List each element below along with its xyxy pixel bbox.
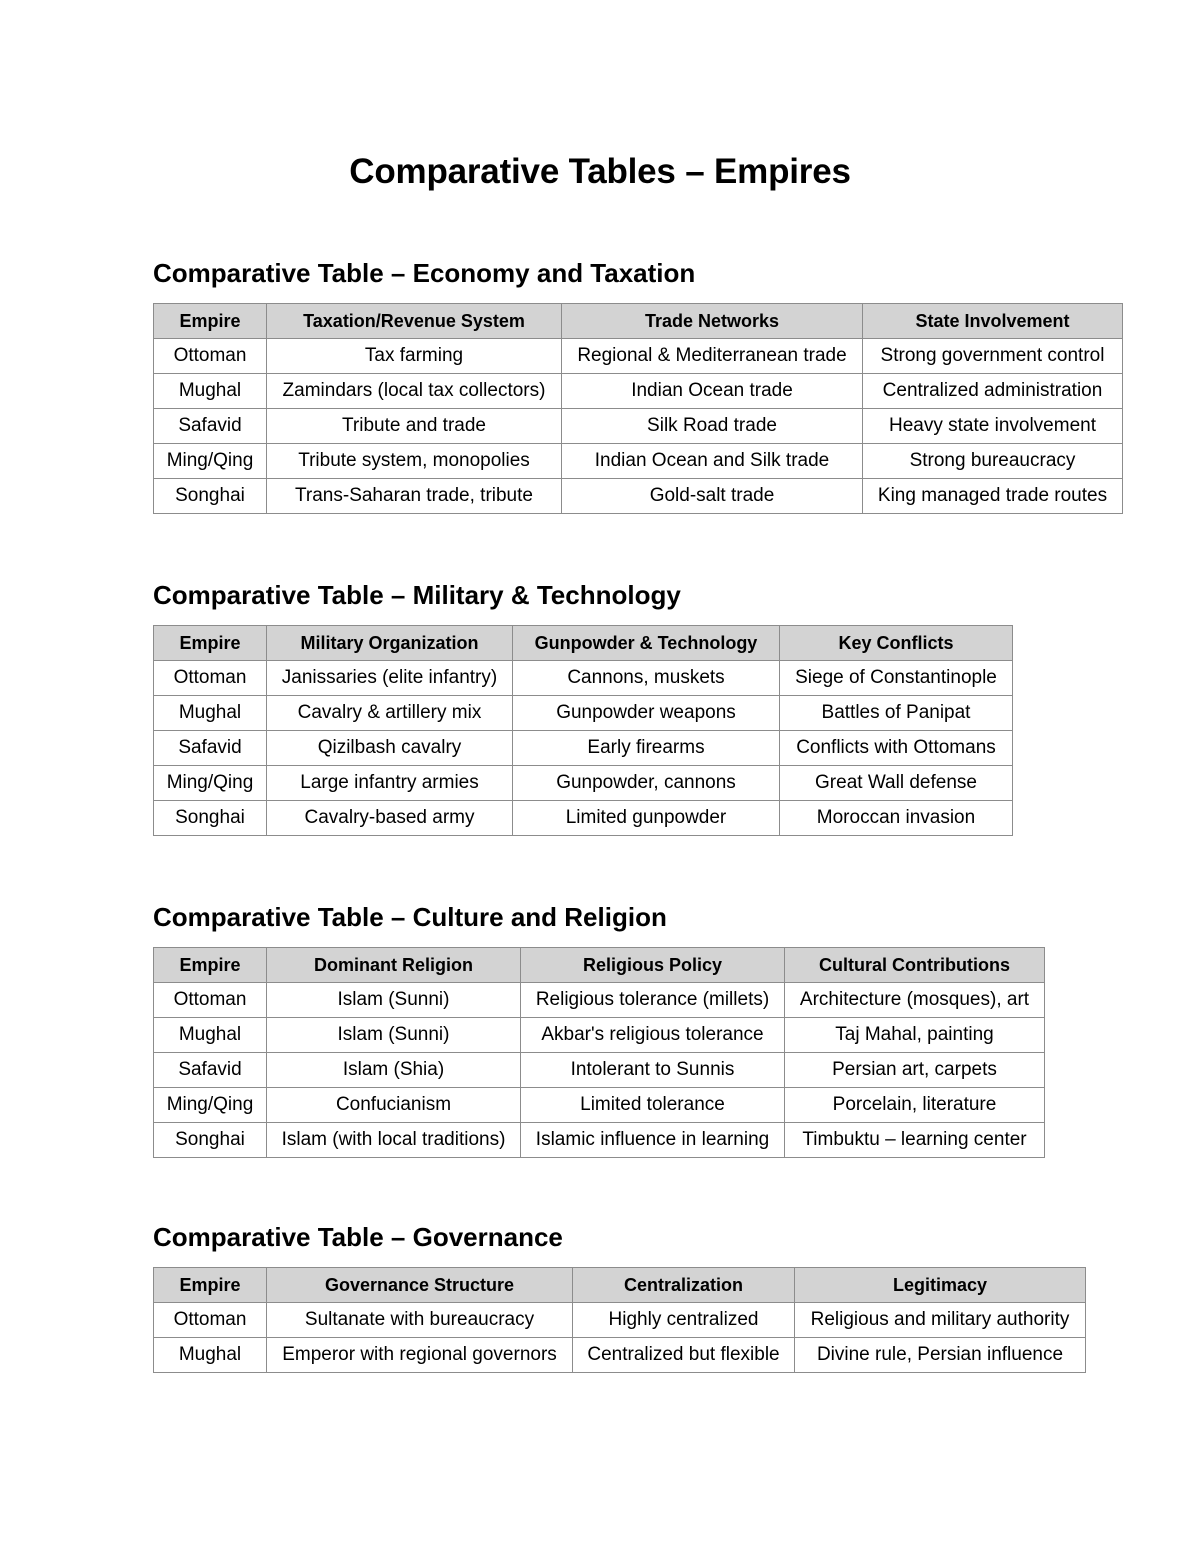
culture-religion-table [153,947,1045,1158]
table-row [154,731,1013,766]
section-heading: Comparative Table – Culture and Religion [153,902,667,932]
column-header: Trade Networks [562,304,863,339]
table-cell: Cavalry-based army [267,801,513,836]
table-cell: Islam (with local traditions) [267,1123,521,1158]
table-cell: Strong government control [863,339,1123,374]
table-cell: Songhai [154,1123,267,1158]
table-row [154,1053,1045,1088]
table-cell: Intolerant to Sunnis [521,1053,785,1088]
column-header: Empire [154,304,267,339]
table-cell: Ottoman [154,661,267,696]
column-header: Gunpowder & Technology [513,626,780,661]
table-cell: Mughal [154,374,267,409]
table-cell: Cannons, muskets [513,661,780,696]
table-cell: Siege of Constantinople [780,661,1013,696]
table-row [154,409,1123,444]
table-row [154,479,1123,514]
column-header: Cultural Contributions [785,948,1045,983]
table-row [154,374,1123,409]
column-header: Empire [154,948,267,983]
section-heading: Comparative Table – Economy and Taxation [153,258,696,288]
table-cell: Ottoman [154,339,267,374]
table-cell: Tribute and trade [267,409,562,444]
table-cell: Tribute system, monopolies [267,444,562,479]
governance-table [153,1267,1086,1373]
table-cell: Tax farming [267,339,562,374]
table-cell: Large infantry armies [267,766,513,801]
column-header: Centralization [573,1268,795,1303]
table-header-row [154,626,1013,661]
table-cell: Religious tolerance (millets) [521,983,785,1018]
table-cell: Islam (Shia) [267,1053,521,1088]
table-cell: Great Wall defense [780,766,1013,801]
table-row [154,766,1013,801]
table-cell: Indian Ocean and Silk trade [562,444,863,479]
military-technology-table [153,625,1013,836]
table-row [154,339,1123,374]
column-header: State Involvement [863,304,1123,339]
table-cell: Battles of Panipat [780,696,1013,731]
table-cell: Gunpowder, cannons [513,766,780,801]
table-cell: Centralized administration [863,374,1123,409]
table-cell: Timbuktu – learning center [785,1123,1045,1158]
table-row [154,661,1013,696]
table-cell: Akbar's religious tolerance [521,1018,785,1053]
table-row [154,1123,1045,1158]
table-row [154,801,1013,836]
table-cell: Ming/Qing [154,766,267,801]
table-cell: Islamic influence in learning [521,1123,785,1158]
table-cell: Strong bureaucracy [863,444,1123,479]
table-cell: Ottoman [154,983,267,1018]
table-cell: Safavid [154,731,267,766]
table-row [154,696,1013,731]
table-cell: Songhai [154,479,267,514]
column-header: Empire [154,626,267,661]
column-header: Governance Structure [267,1268,573,1303]
table-cell: Religious and military authority [795,1303,1086,1338]
table-cell: Emperor with regional governors [267,1338,573,1373]
section-governance [153,1219,1086,1373]
section-heading: Comparative Table – Military & Technology [153,580,681,610]
table-cell: Ming/Qing [154,444,267,479]
table-row [154,983,1045,1018]
table-cell: Persian art, carpets [785,1053,1045,1088]
table-cell: Gunpowder weapons [513,696,780,731]
economy-taxation-table [153,303,1123,514]
table-cell: Islam (Sunni) [267,1018,521,1053]
table-cell: Architecture (mosques), art [785,983,1045,1018]
table-cell: Divine rule, Persian influence [795,1338,1086,1373]
table-cell: King managed trade routes [863,479,1123,514]
table-cell: Mughal [154,1018,267,1053]
table-cell: Regional & Mediterranean trade [562,339,863,374]
table-cell: Songhai [154,801,267,836]
table-cell: Sultanate with bureaucracy [267,1303,573,1338]
table-cell: Cavalry & artillery mix [267,696,513,731]
table-cell: Zamindars (local tax collectors) [267,374,562,409]
table-cell: Safavid [154,1053,267,1088]
table-header-row [154,304,1123,339]
table-cell: Indian Ocean trade [562,374,863,409]
table-row [154,1018,1045,1053]
table-cell: Confucianism [267,1088,521,1123]
section-military-technology [153,577,1013,836]
column-header: Key Conflicts [780,626,1013,661]
table-cell: Moroccan invasion [780,801,1013,836]
table-cell: Gold-salt trade [562,479,863,514]
table-header-row [154,1268,1086,1303]
table-cell: Porcelain, literature [785,1088,1045,1123]
table-cell: Taj Mahal, painting [785,1018,1045,1053]
column-header: Military Organization [267,626,513,661]
table-cell: Islam (Sunni) [267,983,521,1018]
table-cell: Conflicts with Ottomans [780,731,1013,766]
table-cell: Centralized but flexible [573,1338,795,1373]
table-header-row [154,948,1045,983]
column-header: Empire [154,1268,267,1303]
document-title: Comparative Tables – Empires [349,152,851,191]
table-cell: Highly centralized [573,1303,795,1338]
table-row [154,1303,1086,1338]
column-header: Taxation/Revenue System [267,304,562,339]
section-heading: Comparative Table – Governance [153,1222,563,1252]
table-cell: Limited gunpowder [513,801,780,836]
table-cell: Safavid [154,409,267,444]
table-cell: Qizilbash cavalry [267,731,513,766]
table-cell: Silk Road trade [562,409,863,444]
section-culture-religion [153,899,1045,1158]
column-header: Dominant Religion [267,948,521,983]
column-header: Religious Policy [521,948,785,983]
table-cell: Ottoman [154,1303,267,1338]
table-cell: Early firearms [513,731,780,766]
table-row [154,444,1123,479]
table-cell: Mughal [154,1338,267,1373]
table-cell: Limited tolerance [521,1088,785,1123]
table-cell: Trans-Saharan trade, tribute [267,479,562,514]
table-row [154,1088,1045,1123]
table-row [154,1338,1086,1373]
column-header: Legitimacy [795,1268,1086,1303]
table-cell: Heavy state involvement [863,409,1123,444]
table-cell: Ming/Qing [154,1088,267,1123]
table-cell: Mughal [154,696,267,731]
table-cell: Janissaries (elite infantry) [267,661,513,696]
section-economy-taxation [153,255,1123,514]
